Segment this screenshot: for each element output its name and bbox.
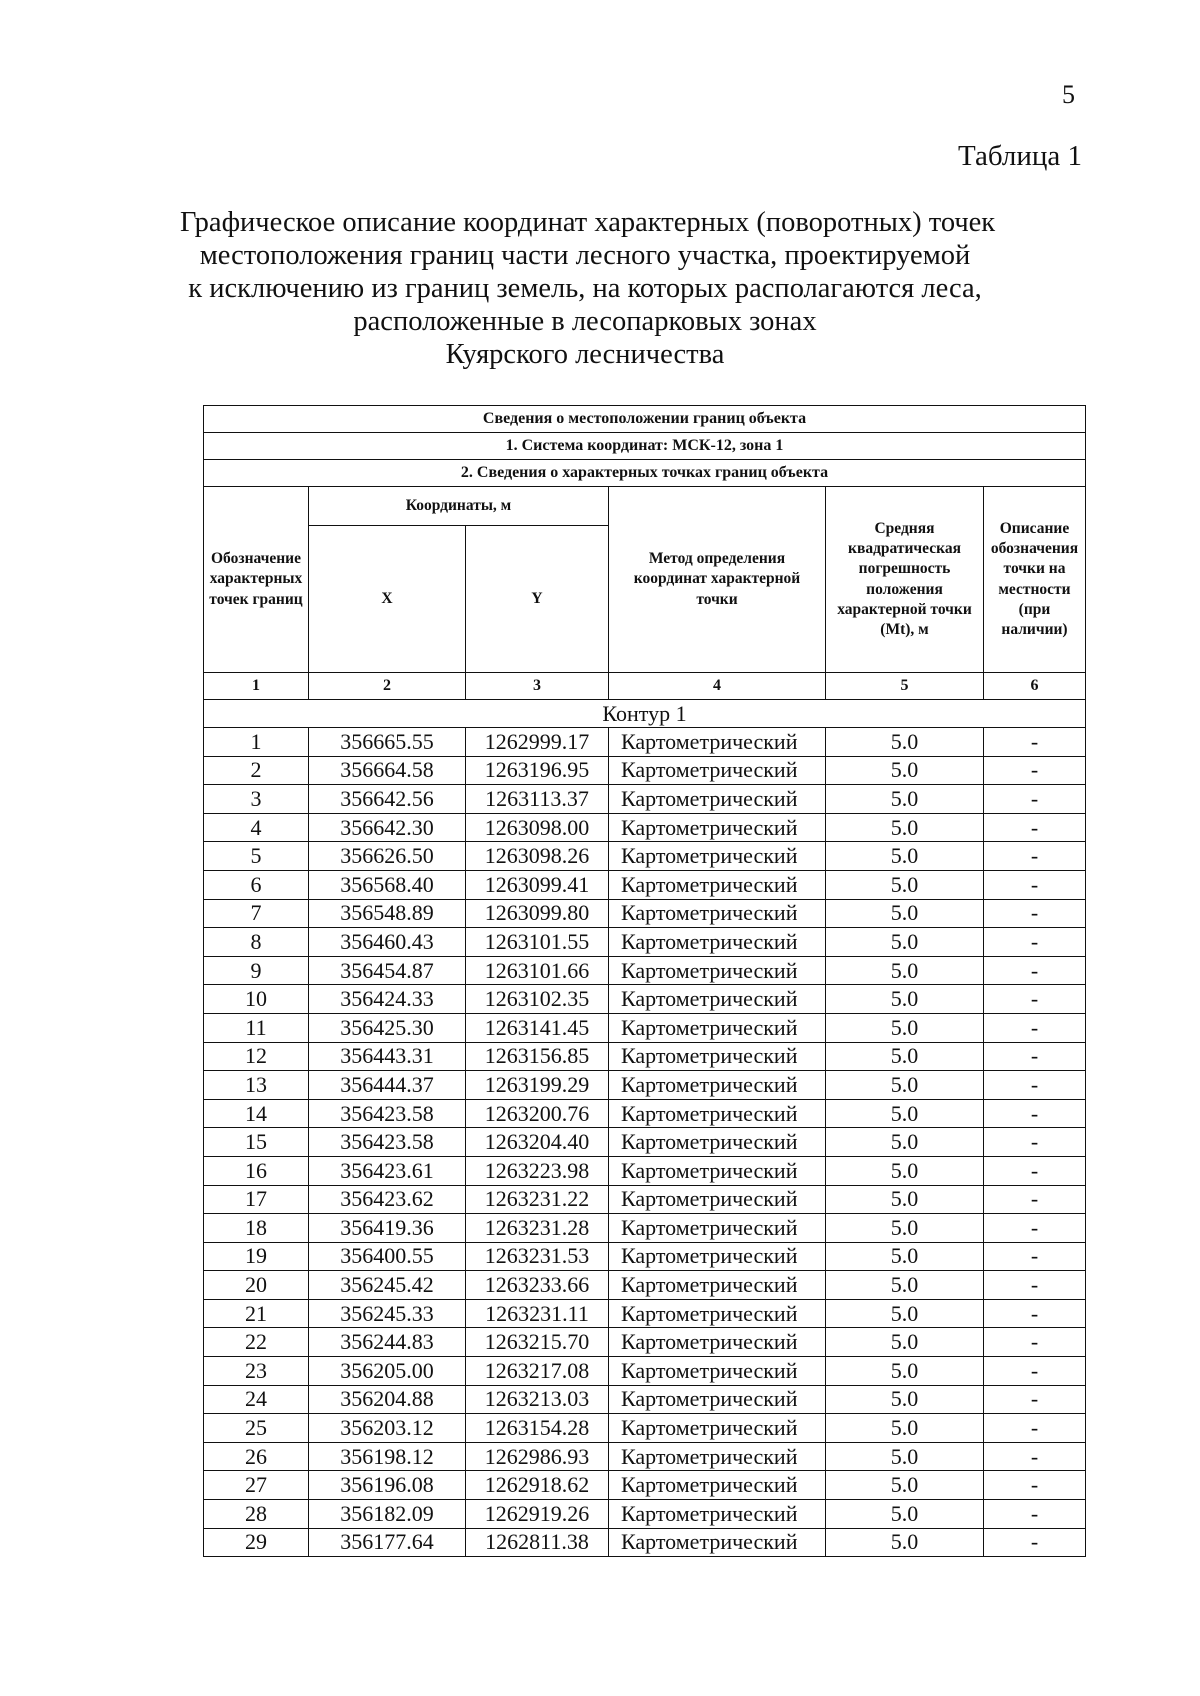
x-coordinate: 356423.61 [309, 1156, 466, 1185]
description: - [984, 956, 1086, 985]
x-coordinate: 356400.55 [309, 1242, 466, 1271]
error-value: 5.0 [826, 1271, 984, 1300]
point-number: 5 [204, 842, 309, 871]
title-line: Графическое описание координат характерных (поворотных) точек [180, 207, 996, 238]
table-body [204, 728, 1086, 1557]
x-coordinate: 356443.31 [309, 1042, 466, 1071]
x-coordinate: 356423.58 [309, 1099, 466, 1128]
description: - [984, 1442, 1086, 1471]
table-row [204, 1414, 1086, 1443]
table-row [204, 1013, 1086, 1042]
column-number: 1 [204, 673, 309, 700]
column-header-designation: Обозначение характерных точек границ [204, 487, 309, 673]
error-value: 5.0 [826, 756, 984, 785]
x-coordinate: 356424.33 [309, 985, 466, 1014]
column-header-method: Метод определения координат характерной точки [609, 487, 826, 673]
point-number: 8 [204, 928, 309, 957]
error-value: 5.0 [826, 1442, 984, 1471]
x-coordinate: 356177.64 [309, 1528, 466, 1557]
description: - [984, 928, 1086, 957]
y-coordinate: 1262999.17 [466, 728, 609, 757]
title-line: расположенные в лесопарковых зонах [353, 306, 817, 338]
error-value: 5.0 [826, 956, 984, 985]
x-coordinate: 356196.08 [309, 1471, 466, 1500]
point-number: 9 [204, 956, 309, 985]
error-value: 5.0 [826, 1471, 984, 1500]
y-coordinate: 1263098.00 [466, 813, 609, 842]
table-row [204, 728, 1086, 757]
table-row [204, 956, 1086, 985]
method: Картометрический [609, 813, 826, 842]
error-value: 5.0 [826, 899, 984, 928]
table-row [204, 1528, 1086, 1557]
y-coordinate: 1263099.41 [466, 870, 609, 899]
y-coordinate: 1263200.76 [466, 1099, 609, 1128]
error-value: 5.0 [826, 1042, 984, 1071]
point-number: 6 [204, 870, 309, 899]
error-value: 5.0 [826, 1071, 984, 1100]
point-number: 26 [204, 1442, 309, 1471]
description: - [984, 1156, 1086, 1185]
y-coordinate: 1263223.98 [466, 1156, 609, 1185]
x-coordinate: 356548.89 [309, 899, 466, 928]
x-coordinate: 356204.88 [309, 1385, 466, 1414]
table-row [204, 1500, 1086, 1529]
x-coordinate: 356642.30 [309, 813, 466, 842]
x-coordinate: 356203.12 [309, 1414, 466, 1443]
point-number: 25 [204, 1414, 309, 1443]
y-coordinate: 1262918.62 [466, 1471, 609, 1500]
x-coordinate: 356198.12 [309, 1442, 466, 1471]
method: Картометрический [609, 1185, 826, 1214]
error-value: 5.0 [826, 928, 984, 957]
error-value: 5.0 [826, 785, 984, 814]
error-value: 5.0 [826, 1414, 984, 1443]
x-coordinate: 356182.09 [309, 1500, 466, 1529]
point-number: 27 [204, 1471, 309, 1500]
method: Картометрический [609, 1071, 826, 1100]
description: - [984, 1099, 1086, 1128]
point-number: 12 [204, 1042, 309, 1071]
description: - [984, 1385, 1086, 1414]
description: - [984, 756, 1086, 785]
point-number: 24 [204, 1385, 309, 1414]
table-row [204, 1242, 1086, 1271]
column-number: 4 [609, 673, 826, 700]
table-row [204, 1471, 1086, 1500]
y-coordinate: 1262811.38 [466, 1528, 609, 1557]
method: Картометрический [609, 1214, 826, 1243]
method: Картометрический [609, 728, 826, 757]
header-object-info: Сведения о местоположении границ объекта [204, 406, 1086, 433]
description: - [984, 1500, 1086, 1529]
x-coordinate: 356245.42 [309, 1271, 466, 1300]
contour-label: Контур 1 [204, 700, 1086, 728]
y-coordinate: 1263215.70 [466, 1328, 609, 1357]
description: - [984, 985, 1086, 1014]
title-line: к исключению из границ земель, на которых располагаются леса, [188, 273, 982, 305]
column-number: 5 [826, 673, 984, 700]
description: - [984, 1242, 1086, 1271]
point-number: 2 [204, 756, 309, 785]
column-number: 2 [309, 673, 466, 700]
y-coordinate: 1263102.35 [466, 985, 609, 1014]
description: - [984, 1299, 1086, 1328]
description: - [984, 813, 1086, 842]
description: - [984, 899, 1086, 928]
table-row [204, 756, 1086, 785]
point-number: 17 [204, 1185, 309, 1214]
column-header-coordinates: Координаты, м [309, 487, 609, 526]
y-coordinate: 1263231.11 [466, 1299, 609, 1328]
column-header-error: Средняя квадратическая погрешность положения характерной точки (Mt), м [826, 487, 984, 673]
x-coordinate: 356454.87 [309, 956, 466, 985]
x-coordinate: 356244.83 [309, 1328, 466, 1357]
table-row [204, 1042, 1086, 1071]
header-points-info: 2. Сведения о характерных точках границ объекта [204, 460, 1086, 487]
point-number: 28 [204, 1500, 309, 1529]
description: - [984, 1271, 1086, 1300]
point-number: 14 [204, 1099, 309, 1128]
column-header-y: Y [466, 526, 609, 673]
method: Картометрический [609, 1414, 826, 1443]
table-row [204, 1385, 1086, 1414]
description: - [984, 1357, 1086, 1386]
x-coordinate: 356626.50 [309, 842, 466, 871]
column-header-x: X [309, 526, 466, 673]
point-number: 23 [204, 1357, 309, 1386]
point-number: 10 [204, 985, 309, 1014]
method: Картометрический [609, 842, 826, 871]
error-value: 5.0 [826, 842, 984, 871]
point-number: 7 [204, 899, 309, 928]
column-number-row [204, 673, 1086, 700]
table-row [204, 1328, 1086, 1357]
table-row [204, 1099, 1086, 1128]
error-value: 5.0 [826, 1528, 984, 1557]
error-value: 5.0 [826, 1128, 984, 1157]
description: - [984, 1414, 1086, 1443]
y-coordinate: 1263101.66 [466, 956, 609, 985]
y-coordinate: 1263233.66 [466, 1271, 609, 1300]
page-number: 5 [1062, 80, 1075, 109]
x-coordinate: 356568.40 [309, 870, 466, 899]
point-number: 29 [204, 1528, 309, 1557]
error-value: 5.0 [826, 1214, 984, 1243]
y-coordinate: 1263204.40 [466, 1128, 609, 1157]
description: - [984, 1071, 1086, 1100]
y-coordinate: 1263231.28 [466, 1214, 609, 1243]
y-coordinate: 1263141.45 [466, 1013, 609, 1042]
error-value: 5.0 [826, 1299, 984, 1328]
table-row [204, 928, 1086, 957]
x-coordinate: 356665.55 [309, 728, 466, 757]
error-value: 5.0 [826, 1099, 984, 1128]
description: - [984, 870, 1086, 899]
error-value: 5.0 [826, 1242, 984, 1271]
x-coordinate: 356664.58 [309, 756, 466, 785]
point-number: 3 [204, 785, 309, 814]
table-row [204, 1156, 1086, 1185]
column-header-description: Описание обозначения точки на местности (при наличии) [984, 487, 1086, 673]
y-coordinate: 1263213.03 [466, 1385, 609, 1414]
error-value: 5.0 [826, 870, 984, 899]
header-coordinate-system: 1. Система координат: МСК-12, зона 1 [204, 433, 1086, 460]
table-label: Таблица 1 [957, 140, 1082, 172]
error-value: 5.0 [826, 1156, 984, 1185]
description: - [984, 1328, 1086, 1357]
table-row [204, 1185, 1086, 1214]
method: Картометрический [609, 1156, 826, 1185]
method: Картометрический [609, 1271, 826, 1300]
x-coordinate: 356423.62 [309, 1185, 466, 1214]
error-value: 5.0 [826, 1013, 984, 1042]
y-coordinate: 1263196.95 [466, 756, 609, 785]
method: Картометрический [609, 1128, 826, 1157]
method: Картометрический [609, 985, 826, 1014]
y-coordinate: 1262986.93 [466, 1442, 609, 1471]
title-line: местоположения границ части лесного участка, проектируемой [199, 240, 971, 272]
description: - [984, 1128, 1086, 1157]
x-coordinate: 356444.37 [309, 1071, 466, 1100]
y-coordinate: 1263098.26 [466, 842, 609, 871]
point-number: 13 [204, 1071, 309, 1100]
coordinates-table [203, 405, 1086, 1557]
error-value: 5.0 [826, 1385, 984, 1414]
x-coordinate: 356460.43 [309, 928, 466, 957]
x-coordinate: 356205.00 [309, 1357, 466, 1386]
method: Картометрический [609, 870, 826, 899]
error-value: 5.0 [826, 728, 984, 757]
x-coordinate: 356425.30 [309, 1013, 466, 1042]
description: - [984, 1042, 1086, 1071]
y-coordinate: 1263231.22 [466, 1185, 609, 1214]
method: Картометрический [609, 899, 826, 928]
method: Картометрический [609, 1042, 826, 1071]
method: Картометрический [609, 1099, 826, 1128]
x-coordinate: 356245.33 [309, 1299, 466, 1328]
y-coordinate: 1263101.55 [466, 928, 609, 957]
table-row [204, 1271, 1086, 1300]
document-title [180, 206, 996, 371]
method: Картометрический [609, 1500, 826, 1529]
y-coordinate: 1262919.26 [466, 1500, 609, 1529]
x-coordinate: 356419.36 [309, 1214, 466, 1243]
table-row [204, 1214, 1086, 1243]
table-row [204, 985, 1086, 1014]
point-number: 19 [204, 1242, 309, 1271]
table-row [204, 842, 1086, 871]
error-value: 5.0 [826, 1328, 984, 1357]
description: - [984, 1013, 1086, 1042]
point-number: 4 [204, 813, 309, 842]
method: Картометрический [609, 1328, 826, 1357]
x-coordinate: 356423.58 [309, 1128, 466, 1157]
description: - [984, 842, 1086, 871]
method: Картометрический [609, 1385, 826, 1414]
point-number: 16 [204, 1156, 309, 1185]
method: Картометрический [609, 1528, 826, 1557]
y-coordinate: 1263099.80 [466, 899, 609, 928]
method: Картометрический [609, 928, 826, 957]
y-coordinate: 1263199.29 [466, 1071, 609, 1100]
point-number: 21 [204, 1299, 309, 1328]
x-coordinate: 356642.56 [309, 785, 466, 814]
description: - [984, 1471, 1086, 1500]
column-number: 6 [984, 673, 1086, 700]
method: Картометрический [609, 956, 826, 985]
error-value: 5.0 [826, 1185, 984, 1214]
point-number: 15 [204, 1128, 309, 1157]
table-row [204, 1357, 1086, 1386]
table-row [204, 785, 1086, 814]
table-row [204, 870, 1086, 899]
description: - [984, 1185, 1086, 1214]
point-number: 11 [204, 1013, 309, 1042]
method: Картометрический [609, 1442, 826, 1471]
y-coordinate: 1263154.28 [466, 1414, 609, 1443]
method: Картометрический [609, 1242, 826, 1271]
description: - [984, 728, 1086, 757]
table-row [204, 1128, 1086, 1157]
method: Картометрический [609, 1471, 826, 1500]
method: Картометрический [609, 756, 826, 785]
y-coordinate: 1263231.53 [466, 1242, 609, 1271]
table-row [204, 1442, 1086, 1471]
point-number: 18 [204, 1214, 309, 1243]
method: Картометрический [609, 1357, 826, 1386]
y-coordinate: 1263113.37 [466, 785, 609, 814]
error-value: 5.0 [826, 985, 984, 1014]
point-number: 22 [204, 1328, 309, 1357]
description: - [984, 1528, 1086, 1557]
method: Картометрический [609, 1299, 826, 1328]
y-coordinate: 1263217.08 [466, 1357, 609, 1386]
method: Картометрический [609, 1013, 826, 1042]
title-line: Куярского лесничества [445, 339, 725, 371]
table-row [204, 1071, 1086, 1100]
description: - [984, 785, 1086, 814]
column-number: 3 [466, 673, 609, 700]
point-number: 20 [204, 1271, 309, 1300]
table-row [204, 899, 1086, 928]
table-row [204, 1299, 1086, 1328]
y-coordinate: 1263156.85 [466, 1042, 609, 1071]
method: Картометрический [609, 785, 826, 814]
error-value: 5.0 [826, 1357, 984, 1386]
error-value: 5.0 [826, 813, 984, 842]
description: - [984, 1214, 1086, 1243]
point-number: 1 [204, 728, 309, 757]
error-value: 5.0 [826, 1500, 984, 1529]
table-row [204, 813, 1086, 842]
